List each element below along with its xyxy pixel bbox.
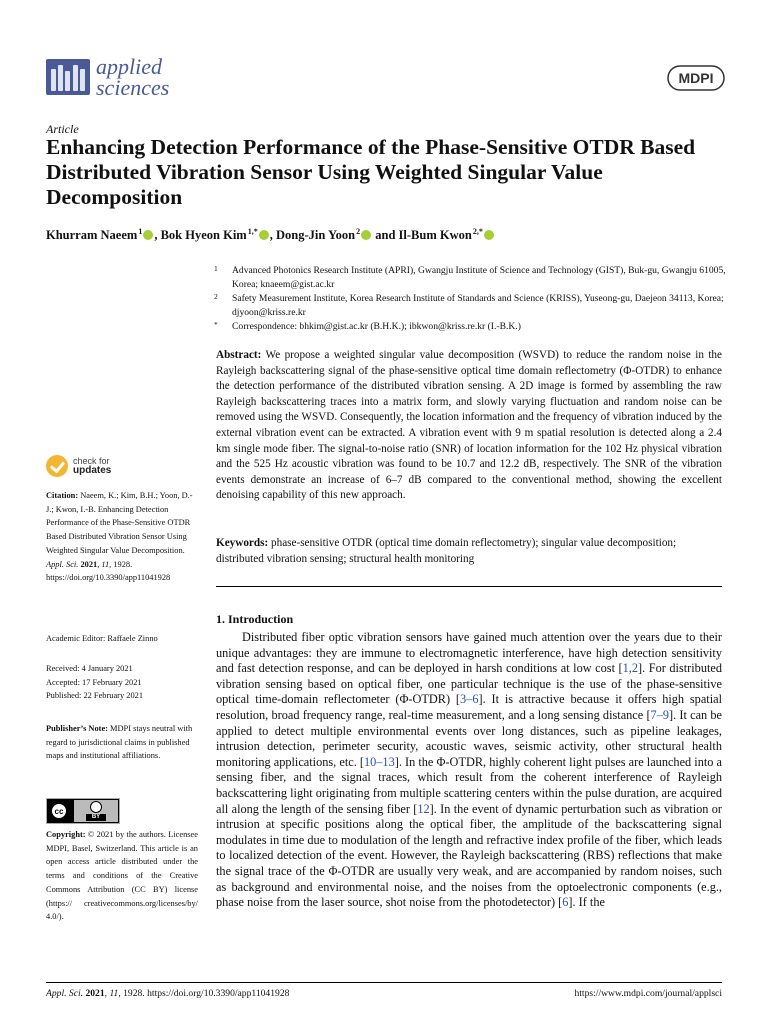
reference-link[interactable]: 10–13 <box>363 754 395 769</box>
correspondence-text: Correspondence: bhkim@gist.ac.kr (B.H.K.); ibkwon@kriss.re.kr (I.-B.K.) <box>232 321 521 332</box>
cc-by-license-badge[interactable] <box>46 798 120 824</box>
academic-editor: Academic Editor: Raffaele Zinno <box>46 634 158 643</box>
updates-top: check for <box>73 456 110 466</box>
reference-link[interactable]: 6 <box>562 895 569 910</box>
mdpi-logo-text: MDPI <box>678 70 714 86</box>
correspondence <box>214 320 734 334</box>
affiliation-number: 2 <box>214 292 218 301</box>
author-name[interactable]: Bok Hyeon Kim <box>160 228 247 243</box>
keywords-text: phase-sensitive OTDR (optical time domain reflectometry); singular value decomposition; distributed vibration sensing; structural health monitoring <box>216 537 677 565</box>
intro-text: Distributed fiber optic vibration sensors have gained much attention over the years due to their unique advantages: they are immune to electromagnetic interference, have high detection sensitivity and fast detection response, and can be deployed in harsh conditions at low cost [ <box>216 630 722 676</box>
affiliation-text: Safety Measurement Institute, Korea Research Institute of Standards and Science (KRISS), Yuseong-gu, Daejeon 34113, Korea; djyoon@kriss.re.kr <box>232 293 724 318</box>
author-affiliation-marker: 2,* <box>472 227 483 236</box>
affiliation <box>214 292 734 319</box>
cc-icon: cc <box>50 802 68 820</box>
citation-journal: Appl. Sci. <box>46 559 79 569</box>
publication-dates <box>46 662 198 703</box>
orcid-icon[interactable] <box>259 230 269 240</box>
accepted-date: Accepted: 17 February 2021 <box>46 677 142 687</box>
citation <box>46 489 198 585</box>
keywords-label: Keywords: <box>216 537 269 549</box>
citation-year: 2021 <box>78 559 98 569</box>
publisher-note <box>46 722 198 763</box>
article-title: Enhancing Detection Performance of the Phase-Sensitive OTDR Based Distributed Vibration Sensor Using Weighted Singular Value Decomposition <box>46 135 696 209</box>
orcid-icon[interactable] <box>143 230 153 240</box>
author-affiliation-marker: 2 <box>356 227 361 236</box>
reference-link[interactable]: 1,2 <box>622 661 639 676</box>
footer-citation <box>46 988 289 999</box>
mdpi-logo[interactable] <box>666 64 726 92</box>
citation-text: Naeem, K.; Kim, B.H.; Yoon, D.-J.; Kwon, I.-B. Enhancing Detection Performance of the Phase-Sensitive OTDR Based Distributed Vibration Sensor Using Weighted Singular Value Decomposition. <box>46 491 193 555</box>
author-affiliation-marker: 1,* <box>247 227 258 236</box>
intro-text: ]. For distributed vibration sensing based on optical fiber, one particular technique is the use of the phase-sensitive optical time-domain reflectometer (Φ-OTDR) [ <box>216 661 722 707</box>
publisher-note-text: MDPI stays neutral with regard to jurisdictional claims in published maps and institutional affiliations. <box>46 724 193 761</box>
footer-year: 2021 <box>83 988 105 999</box>
person-icon <box>90 801 102 813</box>
citation-label: Citation: <box>46 491 79 500</box>
publisher-note-label: Publisher’s Note: <box>46 724 108 733</box>
cc-by-panel <box>74 800 118 822</box>
copyright-label: Copyright: <box>46 830 86 839</box>
received-date: Received: 4 January 2021 <box>46 664 133 673</box>
journal-name-line1: applied <box>96 54 162 79</box>
author-list <box>46 227 495 243</box>
citation-doi[interactable]: 1928. https://doi.org/10.3390/app11041928 <box>46 559 171 583</box>
journal-emblem-icon <box>46 59 90 95</box>
abstract-text: We propose a weighted singular value decomposition (WSVD) to reduce the random noise in the Rayleigh backscattering signal of the phase-sensitive optical time domain reflectometry (Φ-OTDR) to enhance the detection performance of the distributed vibration sensing. A 2D image is formed by assembling the raw Rayleigh backscattering traces into a matrix form, and slowly varying fluctuation and random noise can be removed using the WSVD. Consequently, the location information and the frequency of vibration induced by the external vibration event can be extracted. A vibration event with 9 m spatial resolution is detected along a 2.4 km single mode fiber. The signal-to-noise ratio (SNR) of location information for the 102 Hz physical vibration and the 525 Hz acoustic vibration was found to be 10.7 and 12.2 dB, respectively. The SNR of the vibration events demonstrate an increase of 6–7 dB compared to the conventional method, showing the excellent denoising capability of this new approach. <box>216 349 722 502</box>
author-name[interactable]: Dong-Jin Yoon <box>276 228 356 243</box>
article-type: Article <box>46 122 79 136</box>
intro-text: ]. It can be applied to detect multiple environmental events over long distances, such as pipeline leakages, intrusion detection, perimeter security, acoustic waves, seismic activity, other structural health monitoring applications, etc. [ <box>216 707 723 769</box>
published-date: Published: 22 February 2021 <box>46 691 144 701</box>
mdpi-logo-icon <box>666 64 726 92</box>
reference-link[interactable]: 3–6 <box>460 692 479 707</box>
section-divider <box>216 586 722 587</box>
affiliation-number: 1 <box>214 264 218 273</box>
affiliation-text: Advanced Photonics Research Institute (APRI), Gwangju Institute of Science and Technology (GIST), Buk-gu, Gwangju 61005, Korea; knaeem@gist.ac.kr <box>232 265 726 290</box>
footer-volume: , 11, <box>104 988 121 999</box>
author-separator: and <box>372 228 399 243</box>
affiliations <box>214 264 734 335</box>
affiliation-number: * <box>214 320 218 329</box>
author-name[interactable]: Khurram Naeem <box>46 228 138 243</box>
checkmark-icon <box>46 455 68 477</box>
check-for-updates-text <box>73 457 111 475</box>
reference-link[interactable]: 7–9 <box>650 707 669 722</box>
author-separator: , <box>269 228 277 243</box>
check-for-updates-badge[interactable] <box>46 455 111 477</box>
journal-logo[interactable] <box>46 56 169 98</box>
copyright-text: © 2021 by the authors. Licensee MDPI, Basel, Switzerland. This article is an open access article distributed under the terms and conditions of the Creative Commons Attribution (CC BY) license (https:// creativecommons.org/licenses/by/ 4.0/). <box>46 830 198 922</box>
section-heading-introduction: 1. Introduction <box>216 612 294 626</box>
intro-text: ]. It is attractive because it offers high spatial resolution, broad frequency range, real-time measurement, and a long sensing distance [ <box>216 692 722 722</box>
author-separator: , <box>154 228 161 243</box>
abstract-label: Abstract: <box>216 349 262 361</box>
footer-journal: Appl. Sci. <box>46 988 84 999</box>
reference-link[interactable]: 12 <box>417 801 430 816</box>
citation-volume: , 11, <box>97 559 112 569</box>
orcid-icon[interactable] <box>361 230 371 240</box>
author-name[interactable]: Il-Bum Kwon <box>398 228 472 243</box>
intro-text: ]. If the <box>568 895 605 910</box>
cc-by-label: BY <box>86 814 106 821</box>
orcid-icon[interactable] <box>484 230 494 240</box>
journal-name <box>96 56 169 98</box>
abstract <box>216 348 722 504</box>
intro-text: ]. In the Φ-OTDR, highly coherent light pulses are launched into a sensing fiber, and the signal traces, which result from the coherent interference of Rayleigh backscattering light originating from multiple scattering centers within the pulse duration, are acquired all along the length of the sensing fiber [ <box>216 754 722 816</box>
copyright <box>46 828 198 924</box>
updates-bottom: updates <box>73 465 112 476</box>
footer-divider <box>46 982 722 983</box>
introduction-paragraph <box>216 630 722 911</box>
footer-journal-url[interactable]: https://www.mdpi.com/journal/applsci <box>574 988 722 999</box>
keywords <box>216 536 722 567</box>
journal-name-line2: sciences <box>96 75 170 100</box>
footer-doi[interactable]: 1928. https://doi.org/10.3390/app11041928 <box>120 988 290 999</box>
intro-text: ]. In the event of dynamic perturbation such as vibration or intrusion at specific positions along the optical fiber, the amplitude of the backscattering signal modulates in time due to modulation of the length and refractive index profile of the fiber, which leads to localized detection of the event. However, the Rayleigh backscattering (RBS) reflections that make the signal trace of the Φ-OTDR are usually very weak, and are accompanied by random noises, such as background and environmental noise, and the noises from the optoelectronic components (e.g., phase noise from the laser source, shot noise from the photodetector) [ <box>216 801 722 910</box>
author-affiliation-marker: 1 <box>138 227 143 236</box>
affiliation <box>214 264 734 291</box>
